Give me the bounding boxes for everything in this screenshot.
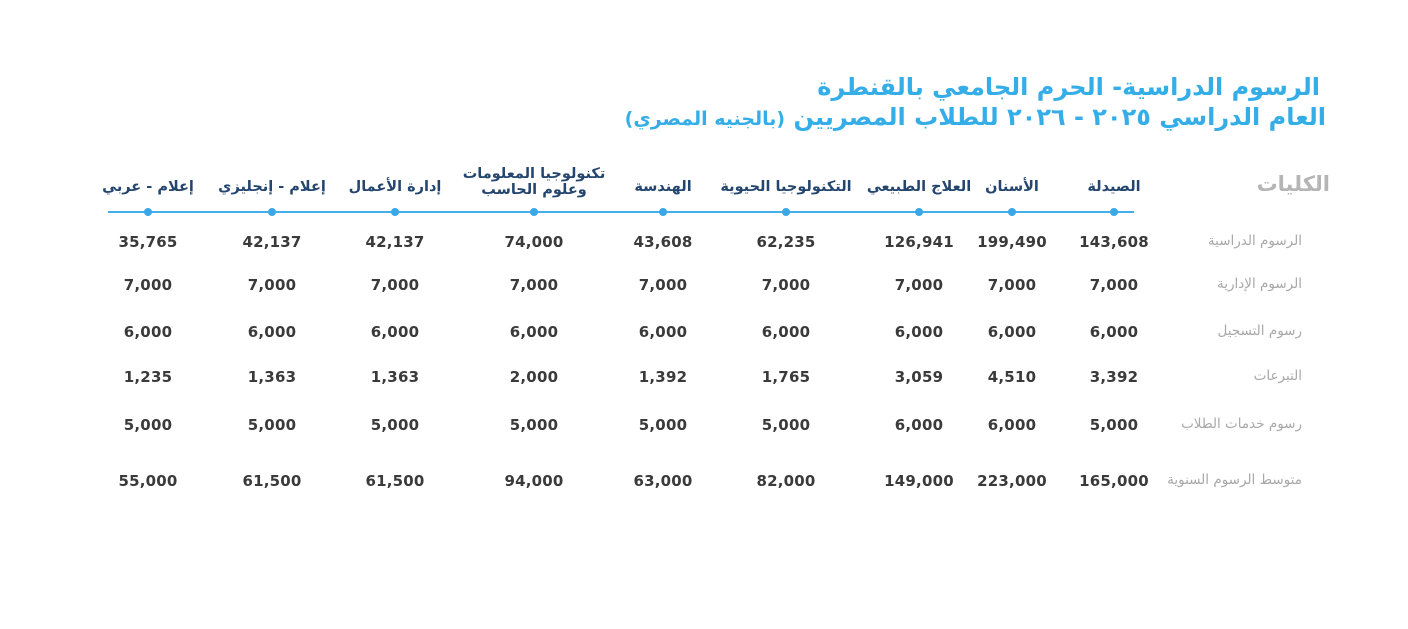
table-cell: 7,000 [509, 276, 559, 294]
table-cell: 6,000 [894, 323, 944, 341]
table-cell: 61,500 [242, 472, 302, 490]
table-cell: 5,000 [761, 416, 811, 434]
column-header-line-1: إعلام - عربي [102, 179, 194, 195]
column-header-line-1: تكنولوجيا المعلومات [462, 166, 606, 182]
timeline-dot-icon [1008, 208, 1016, 216]
row-label: التبرعات [1253, 368, 1302, 384]
table-cell: 94,000 [504, 472, 564, 490]
table-cell: 7,000 [247, 276, 297, 294]
column-header-line-1: الصيدلة [1087, 179, 1141, 195]
table-cell: 6,000 [247, 323, 297, 341]
table-cell: 126,941 [884, 233, 954, 251]
table-cell: 1,392 [638, 368, 688, 386]
timeline-dot-icon [268, 208, 276, 216]
row-label: متوسط الرسوم السنوية [1167, 472, 1302, 488]
table-cell: 7,000 [761, 276, 811, 294]
column-header-line-1: إدارة الأعمال [348, 179, 442, 195]
title-line-2-main: العام الدراسي ٢٠٢٥ - ٢٠٢٦ للطلاب المصريين [793, 103, 1326, 131]
title-line-2 [625, 102, 1326, 134]
table-cell: 5,000 [247, 416, 297, 434]
table-cell: 5,000 [638, 416, 688, 434]
table-cell: 7,000 [1089, 276, 1139, 294]
column-header [985, 179, 1039, 195]
timeline-dot-icon [659, 208, 667, 216]
table-cell: 5,000 [123, 416, 173, 434]
table-cell: 6,000 [894, 416, 944, 434]
column-header-line-1: العلاج الطبيعي [866, 179, 972, 195]
column-header-line-2: وعلوم الحاسب [481, 182, 587, 198]
column-header [1087, 179, 1140, 195]
table-cell: 7,000 [123, 276, 173, 294]
column-header [867, 179, 971, 195]
title-line-1: الرسوم الدراسية- الحرم الجامعي بالقنطرة [817, 73, 1320, 101]
column-header [463, 166, 606, 198]
table-cell: 42,137 [365, 233, 425, 251]
table-cell: 6,000 [761, 323, 811, 341]
faculties-label: الكليات [1256, 172, 1330, 196]
column-header [102, 179, 194, 195]
table-cell: 6,000 [638, 323, 688, 341]
page-title [625, 72, 1326, 134]
table-cell: 1,235 [123, 368, 173, 386]
row-label: الرسوم الإدارية [1217, 276, 1302, 292]
table-cell: 165,000 [1079, 472, 1149, 490]
table-cell: 2,000 [509, 368, 559, 386]
column-header-line-1: إعلام - إنجليزي [218, 179, 326, 195]
table-cell: 1,363 [247, 368, 297, 386]
table-cell: 6,000 [370, 323, 420, 341]
column-header [634, 179, 691, 195]
table-cell: 7,000 [894, 276, 944, 294]
table-cell: 6,000 [987, 323, 1037, 341]
column-header [218, 179, 326, 195]
table-cell: 5,000 [1089, 416, 1139, 434]
column-header-line-1: التكنولوجيا الحيوية [720, 179, 852, 195]
row-label: رسوم خدمات الطلاب [1181, 416, 1302, 432]
table-cell: 6,000 [1089, 323, 1139, 341]
column-header [720, 179, 851, 195]
table-cell: 61,500 [365, 472, 425, 490]
table-cell: 42,137 [242, 233, 302, 251]
timeline-dot-icon [144, 208, 152, 216]
table-cell: 199,490 [977, 233, 1047, 251]
table-cell: 223,000 [977, 472, 1047, 490]
table-cell: 143,608 [1079, 233, 1149, 251]
timeline-dot-icon [530, 208, 538, 216]
timeline-dot-icon [782, 208, 790, 216]
table-cell: 7,000 [370, 276, 420, 294]
table-cell: 5,000 [509, 416, 559, 434]
table-cell: 1,765 [761, 368, 811, 386]
table-cell: 62,235 [756, 233, 816, 251]
row-label: الرسوم الدراسية [1207, 233, 1302, 249]
table-cell: 6,000 [123, 323, 173, 341]
column-header-line-1: الهندسة [634, 179, 692, 195]
timeline-divider [108, 211, 1134, 213]
table-cell: 3,392 [1089, 368, 1139, 386]
row-label: رسوم التسجيل [1217, 323, 1302, 339]
title-currency-note: (بالجنيه المصري) [624, 108, 786, 130]
column-header [349, 179, 442, 195]
timeline-dot-icon [915, 208, 923, 216]
table-cell: 74,000 [504, 233, 564, 251]
table-cell: 7,000 [638, 276, 688, 294]
table-cell: 7,000 [987, 276, 1037, 294]
table-cell: 55,000 [118, 472, 178, 490]
table-cell: 1,363 [370, 368, 420, 386]
table-cell: 3,059 [894, 368, 944, 386]
table-cell: 149,000 [884, 472, 954, 490]
table-cell: 43,608 [633, 233, 693, 251]
table-cell: 4,510 [987, 368, 1037, 386]
column-header-line-1: الأسنان [985, 179, 1039, 195]
table-cell: 5,000 [370, 416, 420, 434]
timeline-dot-icon [391, 208, 399, 216]
timeline-dot-icon [1110, 208, 1118, 216]
table-cell: 82,000 [756, 472, 816, 490]
table-cell: 6,000 [509, 323, 559, 341]
table-cell: 6,000 [987, 416, 1037, 434]
table-cell: 63,000 [633, 472, 693, 490]
table-cell: 35,765 [118, 233, 178, 251]
